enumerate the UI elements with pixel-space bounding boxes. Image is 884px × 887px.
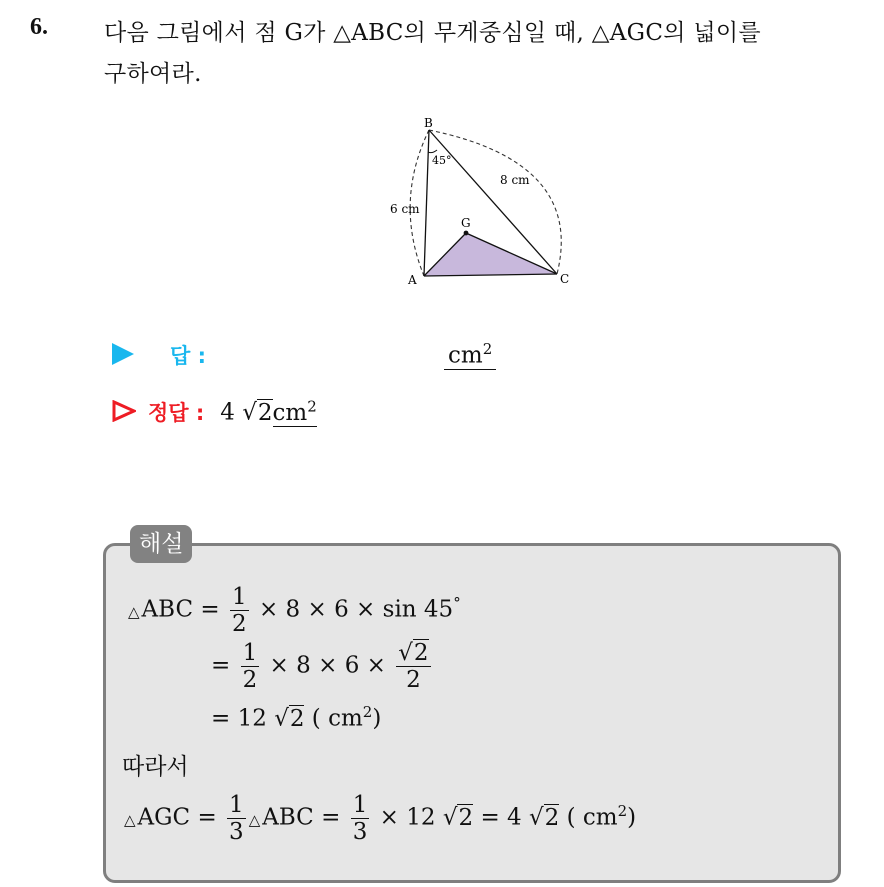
solution-therefore: 따라서	[122, 754, 189, 780]
answer-row	[112, 340, 496, 370]
label-c: C	[560, 272, 570, 286]
question-text-line1: 다음 그림에서 점 G가 △ABC의 무게중심일 때, △AGC의 넓이를	[104, 20, 761, 46]
answer-label: 답 :	[170, 344, 206, 368]
point-g	[464, 231, 469, 236]
side-label-ab: 6 cm	[390, 202, 420, 216]
question-number: 6.	[30, 14, 48, 40]
label-g: G	[461, 216, 471, 230]
angle-label-45: 45°	[432, 154, 452, 167]
solution-line-2: = $\frac{1}{2}$ × 8 × 6 × $\frac{√2}{2}$	[211, 640, 429, 693]
solution-tab: 해설	[130, 525, 192, 563]
solution-line-1: △ABC = $\frac{1}{2}$ × 8 × 6 × sin 45°	[128, 584, 461, 637]
answer-unit: $cm^2$	[444, 340, 496, 370]
hollow-arrow-icon	[112, 400, 136, 422]
label-b: B	[424, 116, 433, 130]
correct-answer-value: 4 $√2cm^2$	[220, 397, 317, 426]
side-label-bc: 8 cm	[500, 173, 530, 187]
correct-answer-row	[112, 397, 317, 427]
triangle-figure	[380, 112, 580, 292]
label-a: A	[408, 273, 417, 287]
shaded-triangle-agc	[424, 233, 557, 276]
correct-answer-label: 정답 :	[148, 401, 205, 425]
play-arrow-icon	[112, 343, 134, 365]
question-text-line2: 구하여라.	[104, 61, 202, 87]
solution-line-4: △AGC = $\frac{1}{3}$ △ABC = $\frac{1}{3}$ × 12 √2 = 4 √2 ( $cm^2$)	[124, 792, 637, 845]
solution-line-3: = 12 √2 ( $cm^2$)	[211, 703, 382, 732]
angle-arc-b	[428, 150, 437, 153]
